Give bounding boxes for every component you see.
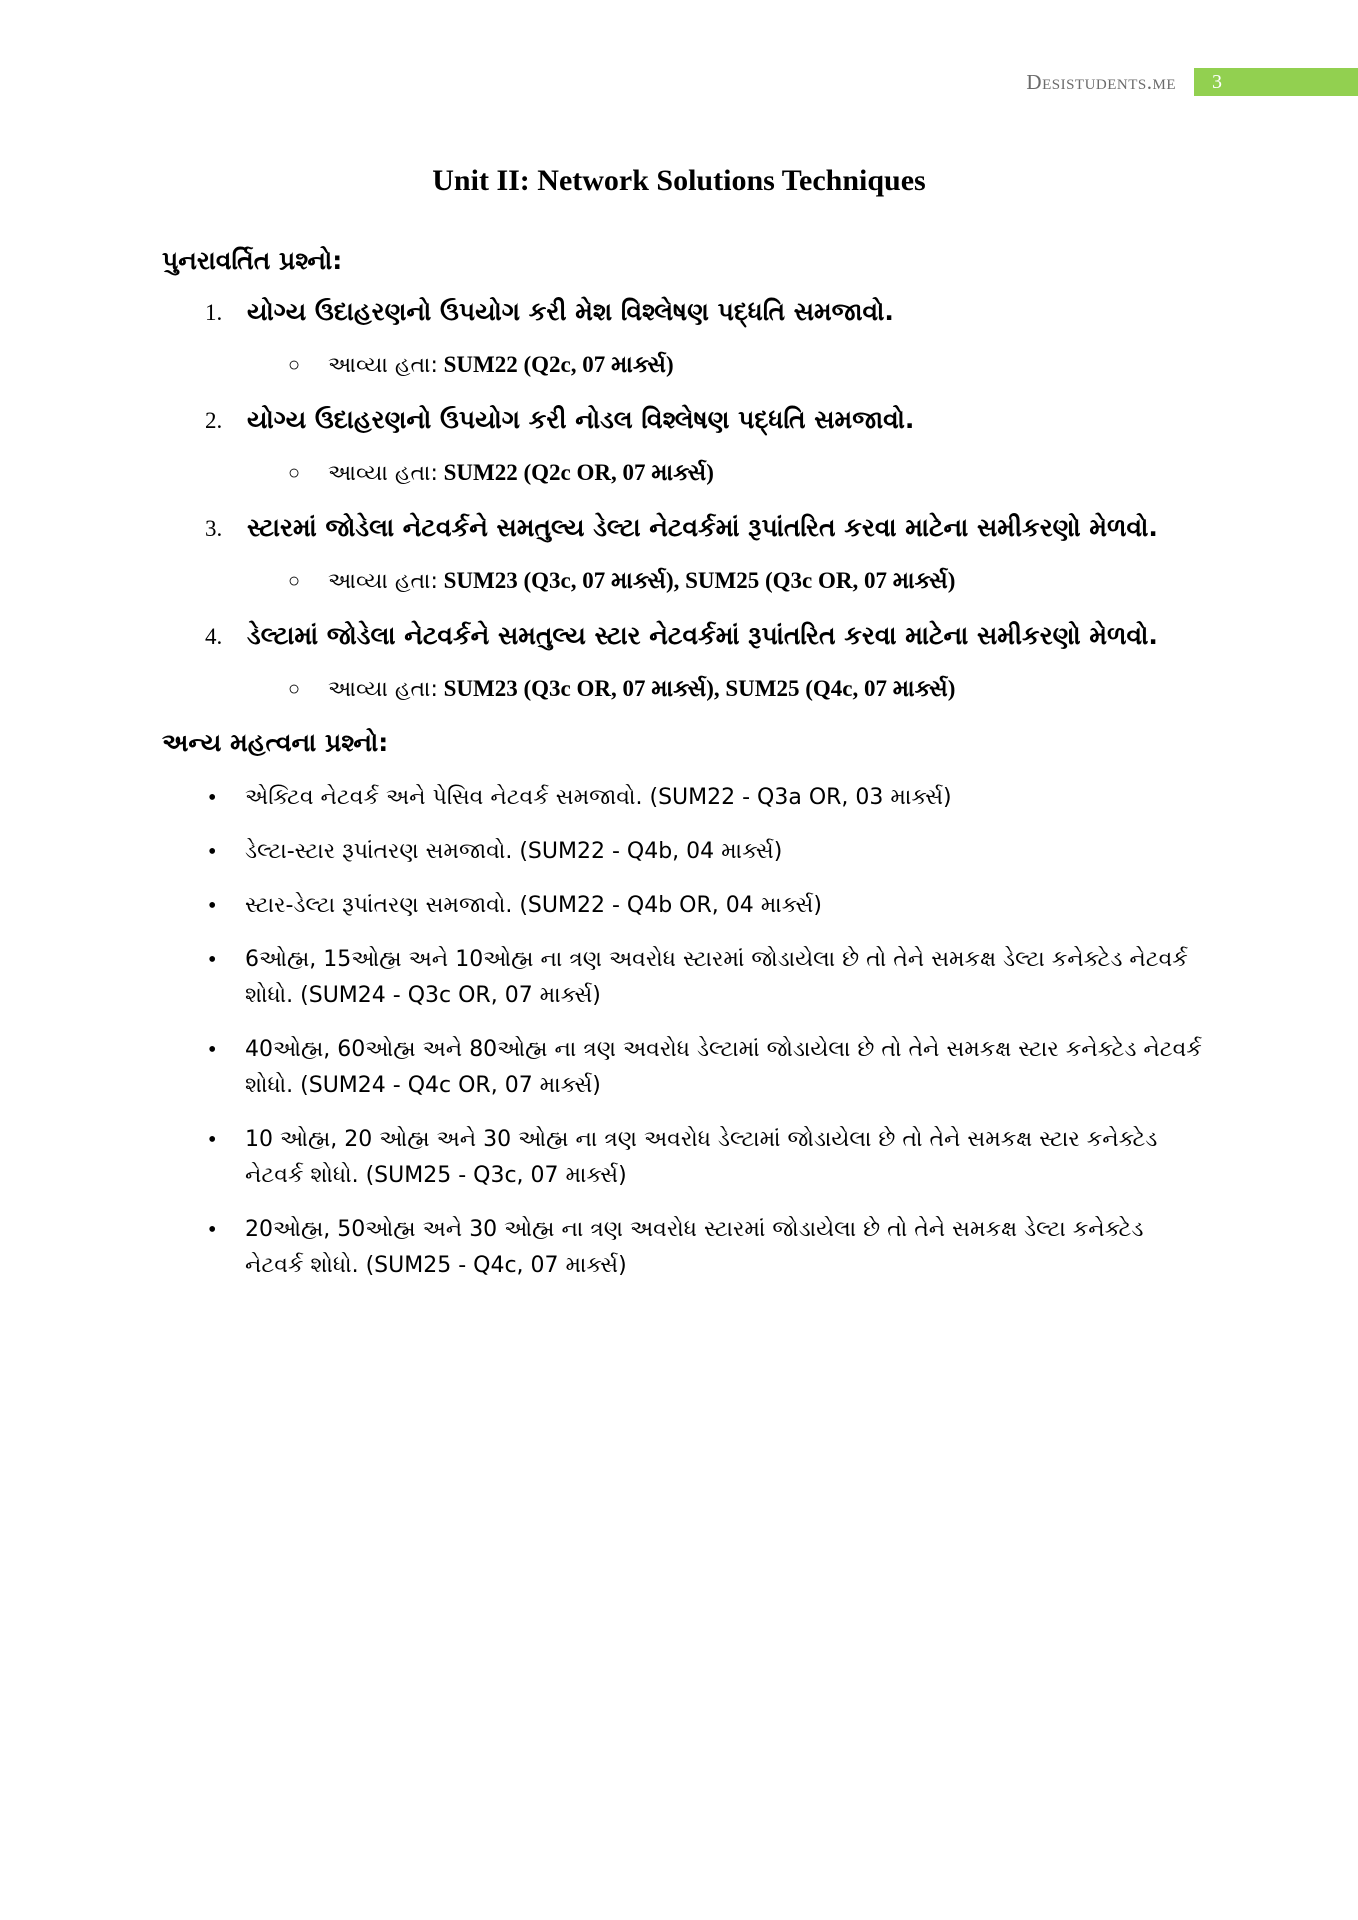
question-number: 4. xyxy=(205,624,223,649)
repeated-questions-heading: પુનરાવર્તિત પ્રશ્નો: xyxy=(162,246,343,275)
asked-label: આવ્યા હતા: xyxy=(328,461,438,486)
circle-bullet-icon: ○ xyxy=(288,462,301,484)
asked-refs: SUM22 (Q2c OR, 07 માર્ક્સ) xyxy=(443,460,714,485)
page-number: 3 xyxy=(1194,68,1358,96)
question-number: 1. xyxy=(205,300,223,325)
question-number: 3. xyxy=(205,516,223,541)
bullet-icon: • xyxy=(208,893,217,919)
bullet-icon: • xyxy=(208,1127,217,1153)
list-item-text: સ્ટાર-ડેલ્ટા રૂપાંતરણ સમજાવો. (SUM22 - Q4b OR, 04 માર્ક્સ) xyxy=(245,893,822,918)
question-number: 2. xyxy=(205,408,223,433)
page-header xyxy=(1026,68,1358,96)
circle-bullet-icon: ○ xyxy=(288,678,301,700)
asked-label: આવ્યા હતા: xyxy=(328,353,438,378)
asked-refs: SUM23 (Q3c OR, 07 માર્ક્સ), SUM25 (Q4c, 07 માર્ક્સ) xyxy=(443,676,956,701)
asked-refs: SUM23 (Q3c, 07 માર્ક્સ), SUM25 (Q3c OR, 07 માર્ક્સ) xyxy=(443,568,956,593)
question-text: ડેલ્ટામાં જોડેલા નેટવર્કને સમતુલ્ય સ્ટાર નેટવર્કમાં રૂપાંતરિત કરવા માટેના સમીકરણો મેળવો. xyxy=(247,621,1158,650)
circle-bullet-icon: ○ xyxy=(288,354,301,376)
page-title: Unit II: Network Solutions Techniques xyxy=(432,164,926,197)
list-item-text: 20ઓહ્મ, 50ઓહ્મ અને 30 ઓહ્મ ના ત્રણ અવરોધ સ્ટારમાં જોડાયેલા છે તો તેને સમકક્ષ ડેલ્ટા કનેક્ટેડ નેટવર્ક શોધો. (SUM25 - Q4c, 07 માર્ક્સ) xyxy=(245,1217,1144,1278)
bullet-icon: • xyxy=(208,839,217,865)
circle-bullet-icon: ○ xyxy=(288,570,301,592)
bullet-icon: • xyxy=(208,785,217,811)
list-item-text: 6ઓહ્મ, 15ઓહ્મ અને 10ઓહ્મ ના ત્રણ અવરોધ સ્ટારમાં જોડાયેલા છે તો તેને સમકક્ષ ડેલ્ટા કનેક્ટેડ નેટવર્ક શોધો. (SUM24 - Q3c OR, 07 માર્ક્સ) xyxy=(245,947,1188,1008)
bullet-icon: • xyxy=(208,1037,217,1063)
other-important-questions-heading: અન્ય મહત્વના પ્રશ્નો: xyxy=(162,728,389,757)
asked-label: આવ્યા હતા: xyxy=(328,677,438,702)
list-item-text: 10 ઓહ્મ, 20 ઓહ્મ અને 30 ઓહ્મ ના ત્રણ અવરોધ ડેલ્ટામાં જોડાયેલા છે તો તેને સમકક્ષ સ્ટાર કનેક્ટેડ નેટવર્ક શોધો. (SUM25 - Q3c, 07 માર્ક્સ) xyxy=(245,1127,1158,1188)
site-name: Desistudents.me xyxy=(1026,69,1176,94)
asked-label: આવ્યા હતા: xyxy=(328,569,438,594)
list-item-text: 40ઓહ્મ, 60ઓહ્મ અને 80ઓહ્મ ના ત્રણ અવરોધ ડેલ્ટામાં જોડાયેલા છે તો તેને સમકક્ષ સ્ટાર કનેક્ટેડ નેટવર્ક શોધો. (SUM24 - Q4c OR, 07 માર્ક્સ) xyxy=(245,1037,1202,1098)
question-text: યોગ્ય ઉદાહરણનો ઉપયોગ કરી મેશ વિશ્લેષણ પદ્ધતિ સમજાવો. xyxy=(247,297,894,326)
asked-refs: SUM22 (Q2c, 07 માર્ક્સ) xyxy=(443,352,674,377)
bullet-icon: • xyxy=(208,1217,217,1243)
bullet-icon: • xyxy=(208,947,217,973)
question-text: યોગ્ય ઉદાહરણનો ઉપયોગ કરી નોડલ વિશ્લેષણ પદ્ધતિ સમજાવો. xyxy=(247,405,915,434)
list-item-text: ડેલ્ટા-સ્ટાર રૂપાંતરણ સમજાવો. (SUM22 - Q4b, 04 માર્ક્સ) xyxy=(245,839,783,864)
list-item-text: એક્ટિવ નેટવર્ક અને પેસિવ નેટવર્ક સમજાવો. (SUM22 - Q3a OR, 03 માર્ક્સ) xyxy=(245,785,952,810)
question-text: સ્ટારમાં જોડેલા નેટવર્કને સમતુલ્ય ડેલ્ટા નેટવર્કમાં રૂપાંતરિત કરવા માટેના સમીકરણો મેળવો. xyxy=(247,513,1158,542)
